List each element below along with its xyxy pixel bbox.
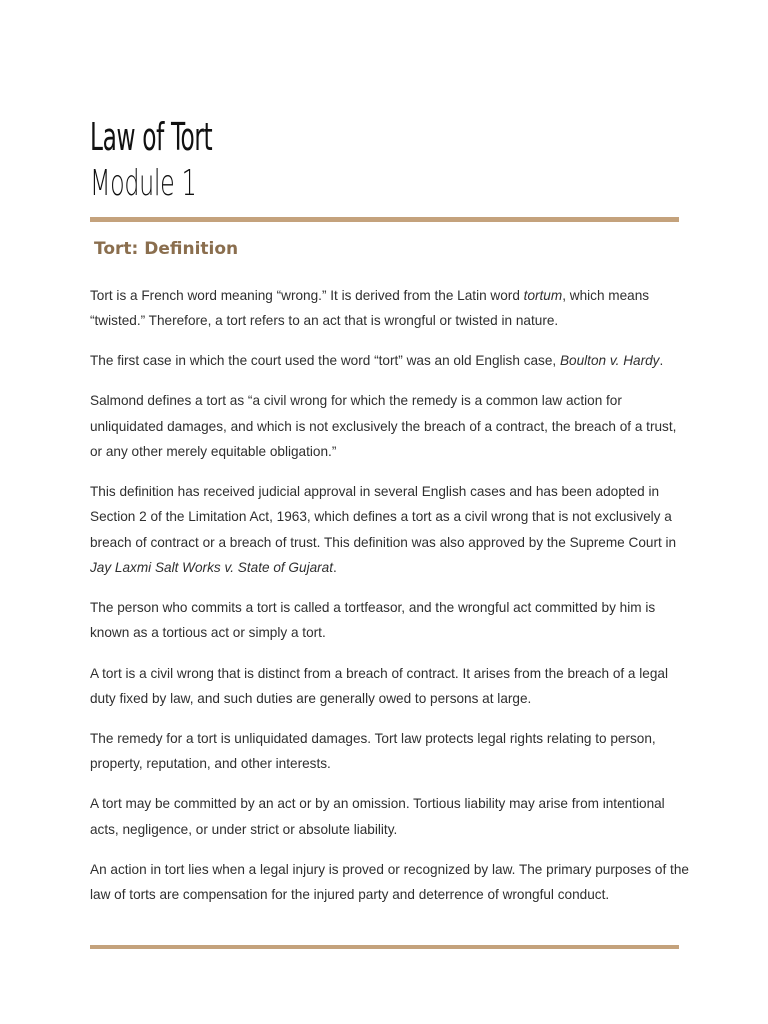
paragraph-4-case-name: Jay Laxmi Salt Works v. State of Gujarat (90, 560, 334, 576)
paragraph-4-text-a: This definition has received judicial approval in several English cases and has been adopted in Section 2 of the Limitation Act, 1963, which defines a tort as a civil wrong that is not exclusively a breach of contract or a breach of trust. This definition was also approved by the Supreme Court in (90, 484, 677, 550)
paragraph-3: Salmond defines a tort as “a civil wrong for which the remedy is a common law action for unliquidated damages, and which is not exclusively the breach of a contract, the breach of a trust, or any other merely equitable obligation.” (90, 393, 677, 460)
paragraph-8: A tort may be committed by an act or by an omission. Tortious liability may arise from intentional acts, negligence, or under strict or absolute liability. (90, 796, 665, 837)
paragraph-4 (90, 479, 690, 580)
paragraph-2-text-b: . (659, 353, 664, 369)
paragraph-1-text-a: Tort is a French word meaning “wrong.” It is derived from the Latin word (90, 288, 524, 303)
paragraph-1-term: tortum (523, 288, 563, 303)
document-subtitle: Module 1 (90, 163, 197, 204)
body-text (90, 283, 690, 922)
paragraph-4-text-b: . (333, 560, 337, 576)
paragraph-2-text-a: The first case in which the court used the word “tort” was an old English case, (90, 353, 560, 369)
bottom-divider (90, 945, 679, 949)
paragraph-5: The person who commits a tort is called a tortfeasor, and the wrongful act committed by him is known as a tortious act or simply a tort. (90, 600, 656, 641)
section-heading: Tort: Definition (94, 239, 239, 259)
paragraph-9: An action in tort lies when a legal injury is proved or recognized by law. The primary purposes of the law of torts are compensation for the injured party and deterrence of wrongful conduct. (90, 861, 689, 903)
paragraph-7: The remedy for a tort is unliquidated damages. Tort law protects legal rights relating to person, property, reputation, and other interests. (90, 730, 656, 772)
paragraph-2-case-name: Boulton v. Hardy (559, 353, 660, 369)
paragraph-1-text-b: , which means “twisted.” Therefore, a tort refers to an act that is wrongful or twisted in nature. (90, 288, 650, 329)
paragraph-1 (90, 283, 690, 334)
paragraph-6: A tort is a civil wrong that is distinct from a breach of contract. It arises from the breach of a legal duty fixed by law, and such duties are generally owed to persons at large. (90, 665, 668, 706)
top-divider (90, 217, 679, 222)
document-title: Law of Tort (90, 115, 213, 159)
paragraph-2 (90, 348, 690, 373)
